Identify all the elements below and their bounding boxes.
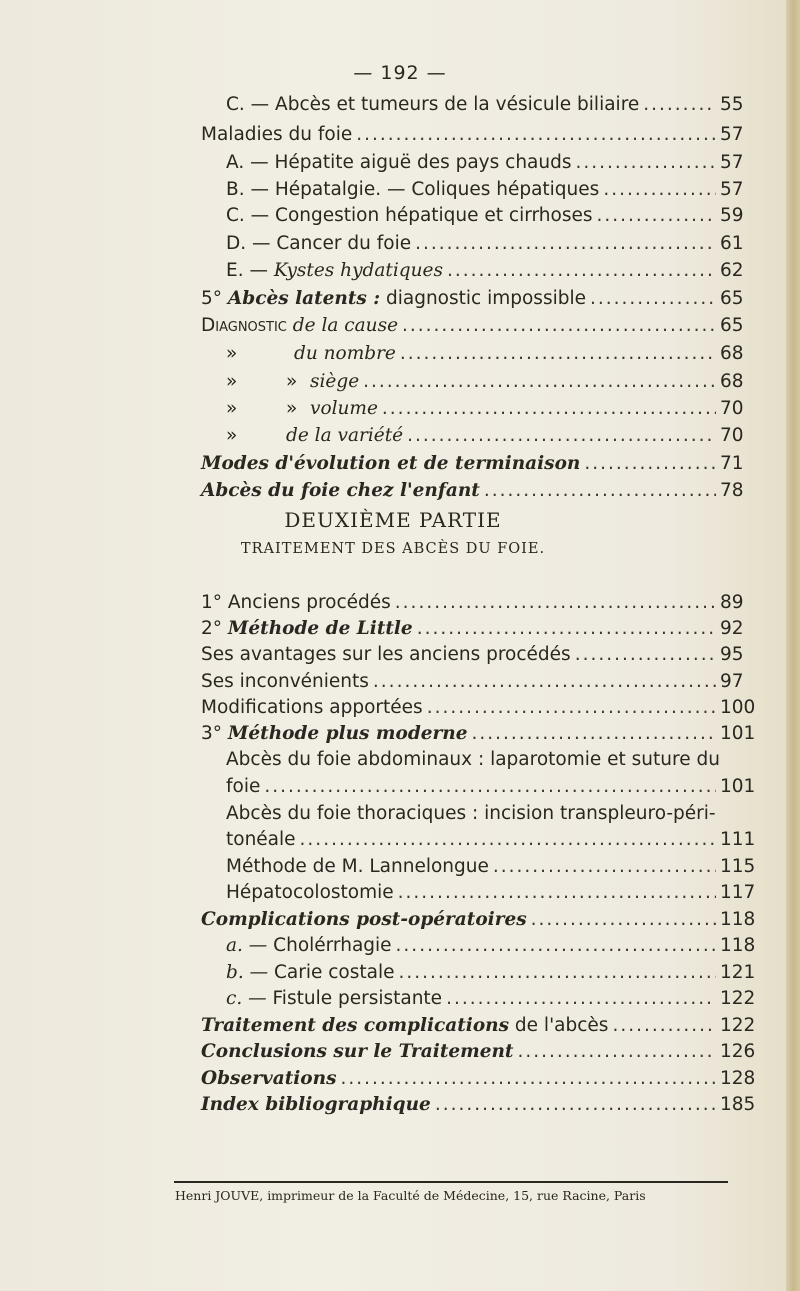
toc-page: 100 — [720, 697, 756, 718]
toc-label — [226, 960, 395, 986]
leader-dots — [415, 231, 716, 257]
toc-label — [226, 258, 443, 284]
toc-entry — [226, 774, 762, 800]
toc-entry — [201, 642, 762, 668]
toc-page: 95 — [720, 644, 744, 665]
toc-page: 71 — [720, 453, 744, 474]
toc-label — [201, 721, 468, 747]
part-subtitle: TRAITEMENT DES ABCÈS DU FOIE. — [240, 541, 546, 557]
toc-entry — [201, 122, 762, 148]
toc-label — [226, 369, 359, 395]
leader-dots — [446, 986, 716, 1012]
toc-entry — [226, 960, 762, 986]
toc-page: 118 — [720, 935, 756, 956]
leader-dots — [447, 258, 716, 284]
toc-suffix: de l'abcès — [509, 1015, 609, 1036]
toc-page: 92 — [720, 618, 744, 639]
toc-italic: Méthode de Little — [227, 618, 413, 639]
toc-page: 121 — [720, 962, 756, 983]
toc-prefix: 5° — [201, 288, 228, 309]
toc-prefix: a. — — [226, 935, 274, 956]
leader-dots — [396, 933, 716, 959]
toc-page: 78 — [720, 480, 744, 501]
toc-label: A. — Hépatite aiguë des pays chauds — [226, 152, 572, 173]
leader-dots — [590, 286, 716, 312]
leader-dots — [643, 92, 716, 118]
toc-page: 65 — [720, 288, 744, 309]
toc-label — [201, 616, 413, 642]
toc-page: 118 — [720, 909, 756, 930]
toc-entry — [226, 423, 762, 449]
toc-page: 57 — [720, 124, 744, 145]
toc-italic: Kystes hydatiques — [273, 260, 443, 281]
toc-entry — [226, 203, 762, 229]
leader-dots — [400, 341, 716, 367]
toc-italic: Méthode plus moderne — [227, 723, 468, 744]
toc-italic: volume — [310, 398, 378, 419]
leader-dots — [363, 369, 716, 395]
leader-dots — [373, 669, 716, 695]
toc-page: 101 — [720, 723, 756, 744]
ditto-mark: » — [226, 398, 238, 419]
toc-page: 126 — [720, 1041, 756, 1062]
toc-label — [226, 341, 396, 367]
ditto-mark: » — [226, 343, 238, 364]
toc-label-line: Abcès du foie thoraciques : incision transpleuro-péri- — [226, 803, 716, 824]
leader-dots — [407, 423, 716, 449]
toc-label — [226, 423, 403, 449]
toc-entry — [201, 1013, 762, 1039]
ditto-mark: » — [286, 371, 298, 392]
toc-label: C. — Abcès et tumeurs de la vésicule biliaire — [226, 94, 640, 115]
toc-entry — [226, 854, 762, 880]
toc-text: Cholérrhagie — [273, 935, 392, 956]
toc-entry — [226, 150, 762, 176]
leader-dots — [398, 880, 716, 906]
toc-label: D. — Cancer du foie — [226, 233, 412, 254]
toc-entry — [226, 258, 762, 284]
leader-dots — [435, 1092, 716, 1118]
toc-page: 185 — [720, 1094, 756, 1115]
leader-dots — [517, 1039, 716, 1065]
toc-page: 70 — [720, 425, 744, 446]
leader-dots — [576, 150, 717, 176]
toc-entry — [201, 451, 762, 477]
toc-entry — [201, 1039, 762, 1065]
toc-label — [201, 286, 586, 312]
toc-page: 70 — [720, 398, 744, 419]
toc-suffix: diagnostic impossible — [380, 288, 586, 309]
toc-entry — [226, 177, 762, 203]
toc-entry — [226, 880, 762, 906]
toc-page: 57 — [720, 179, 744, 200]
part-title: DEUXIÈME PARTIE — [284, 508, 502, 532]
toc-entry — [226, 231, 762, 257]
leader-dots — [341, 1066, 717, 1092]
page-number: — 192 — — [353, 62, 447, 84]
toc-italic: Traitement des complications — [201, 1015, 510, 1036]
leader-dots — [575, 642, 716, 668]
toc-label — [226, 933, 392, 959]
toc-page: 68 — [720, 343, 744, 364]
toc-label-line: Abcès du foie abdominaux : laparotomie et suture du — [226, 749, 720, 770]
toc-page: 101 — [720, 776, 756, 797]
toc-page: 128 — [720, 1068, 756, 1089]
toc-italic: de la cause — [286, 315, 399, 336]
ditto-mark: » — [226, 425, 238, 446]
leader-dots — [395, 590, 716, 616]
leader-dots — [484, 478, 716, 504]
toc-page: 62 — [720, 260, 744, 281]
toc-italic: Abcès latents : — [227, 288, 381, 309]
ditto-mark: » — [226, 371, 238, 392]
toc-label: Complications post-opératoires — [201, 909, 527, 930]
toc-label — [226, 396, 378, 422]
toc-page: 57 — [720, 152, 744, 173]
toc-prefix: c. — — [226, 988, 273, 1009]
toc-entry — [226, 341, 762, 367]
printer-imprint: Henri JOUVE, imprimeur de la Faculté de Médecine, 15, rue Racine, Paris — [175, 1188, 646, 1203]
toc-entry — [201, 907, 762, 933]
leader-dots — [300, 827, 716, 853]
toc-label — [201, 313, 398, 339]
toc-label: Ses inconvénients — [201, 671, 369, 692]
toc-page: 122 — [720, 1015, 756, 1036]
leader-dots — [531, 907, 716, 933]
toc-entry — [201, 616, 762, 642]
toc-prefix: 2° — [201, 618, 228, 639]
toc-entry — [201, 1092, 762, 1118]
toc-label: Ses avantages sur les anciens procédés — [201, 644, 571, 665]
leader-dots — [472, 721, 717, 747]
toc-page: 65 — [720, 315, 744, 336]
toc-label: C. — Congestion hépatique et cirrhoses — [226, 205, 593, 226]
toc-page: 55 — [720, 94, 744, 115]
leader-dots — [356, 122, 716, 148]
toc-italic: siège — [310, 371, 360, 392]
toc-label: Abcès du foie chez l'enfant — [201, 480, 480, 501]
toc-entry — [201, 286, 762, 312]
toc-entry — [226, 396, 762, 422]
toc-prefix: b. — — [226, 962, 274, 983]
toc-entry — [226, 369, 762, 395]
leader-dots — [264, 774, 716, 800]
toc-italic: de la variété — [286, 425, 404, 446]
toc-entry — [201, 721, 762, 747]
toc-italic: du nombre — [294, 343, 396, 364]
toc-label: foie — [226, 776, 261, 797]
leader-dots — [612, 1013, 716, 1039]
toc-label: Modes d'évolution et de terminaison — [201, 453, 581, 474]
page-edge — [786, 0, 800, 1291]
toc-entry — [226, 92, 762, 118]
toc-label — [201, 1013, 608, 1039]
leader-dots — [493, 854, 716, 880]
toc-label: B. — Hépatalgie. — Coliques hépatiques — [226, 179, 600, 200]
leader-dots — [399, 960, 717, 986]
toc-prefix: 3° — [201, 723, 228, 744]
leader-dots — [597, 203, 716, 229]
toc-text: Carie costale — [273, 962, 395, 983]
toc-prefix: E. — — [226, 260, 274, 281]
leader-dots — [584, 451, 716, 477]
toc-entry — [201, 1066, 762, 1092]
toc-page: 115 — [720, 856, 756, 877]
toc-label — [226, 986, 442, 1012]
toc-entry — [226, 986, 762, 1012]
toc-label: tonéale — [226, 829, 296, 850]
toc-page: 59 — [720, 205, 744, 226]
leader-dots — [402, 313, 716, 339]
toc-entry — [201, 669, 762, 695]
toc-page: 89 — [720, 592, 744, 613]
toc-entry — [201, 313, 762, 339]
toc-label: Méthode de M. Lannelongue — [226, 856, 489, 877]
toc-entry — [201, 695, 762, 721]
toc-label: Maladies du foie — [201, 124, 353, 145]
ditto-mark: » — [286, 398, 298, 419]
toc-smallcaps: Diagnostic — [201, 315, 287, 336]
toc-label: 1° Anciens procédés — [201, 592, 391, 613]
toc-page: 61 — [720, 233, 744, 254]
toc-entry — [226, 827, 762, 853]
toc-label: Index bibliographique — [201, 1094, 431, 1115]
toc-entry — [201, 478, 762, 504]
toc-label: Hépatocolostomie — [226, 882, 394, 903]
toc-page: 68 — [720, 371, 744, 392]
toc-entry — [226, 933, 762, 959]
toc-label: Modifications apportées — [201, 697, 423, 718]
leader-dots — [382, 396, 716, 422]
leader-dots — [603, 177, 716, 203]
toc-entry — [201, 590, 762, 616]
leader-dots — [427, 695, 716, 721]
leader-dots — [417, 616, 716, 642]
toc-page: 117 — [720, 882, 756, 903]
footer-rule — [174, 1181, 728, 1183]
toc-page: 97 — [720, 671, 744, 692]
toc-page: 122 — [720, 988, 756, 1009]
toc-text: Fistule persistante — [272, 988, 443, 1009]
toc-page: 111 — [720, 829, 756, 850]
toc-label: Conclusions sur le Traitement — [201, 1041, 514, 1062]
toc-label: Observations — [201, 1068, 337, 1089]
